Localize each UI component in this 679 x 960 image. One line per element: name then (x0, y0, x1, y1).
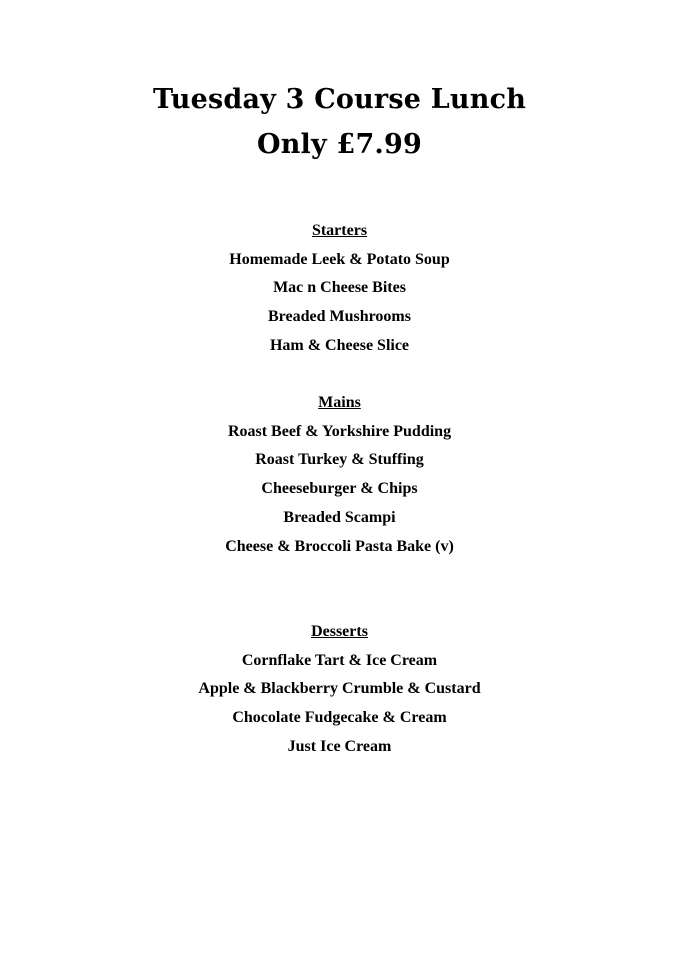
menu-item-main: Cheese & Broccoli Pasta Bake (v) (225, 537, 454, 555)
menu-item-main: Breaded Scampi (283, 508, 396, 526)
menu-item-main: Roast Turkey & Stuffing (255, 451, 424, 469)
menu-item-starter: Ham & Cheese Slice (269, 336, 410, 354)
menu-item-dessert: Chocolate Fudgecake & Cream (232, 709, 447, 727)
menu-item-main: Roast Beef & Yorkshire Pudding (227, 422, 452, 440)
mains-heading: Mains (318, 394, 361, 411)
menu-item-dessert: Cornflake Tart & Ice Cream (241, 651, 438, 669)
starters-section (0, 217, 679, 361)
title-line-1: Tuesday 3 Course Lunch (152, 84, 527, 115)
menu-item-dessert: Just Ice Cream (287, 737, 392, 755)
menu-item-main: Cheeseburger & Chips (261, 480, 418, 498)
title-price: Only £7.99 (256, 129, 423, 160)
starters-heading: Starters (311, 222, 368, 239)
desserts-section (0, 618, 679, 762)
menu-item-dessert: Apple & Blackberry Crumble & Custard (198, 680, 481, 698)
menu-item-starter: Breaded Mushrooms (268, 308, 411, 326)
desserts-heading: Desserts (311, 623, 368, 640)
mains-section (0, 389, 679, 561)
menu-item-starter: Mac n Cheese Bites (273, 279, 406, 297)
menu-item-starter: Homemade Leek & Potato Soup (229, 250, 450, 268)
menu-title (0, 77, 679, 167)
